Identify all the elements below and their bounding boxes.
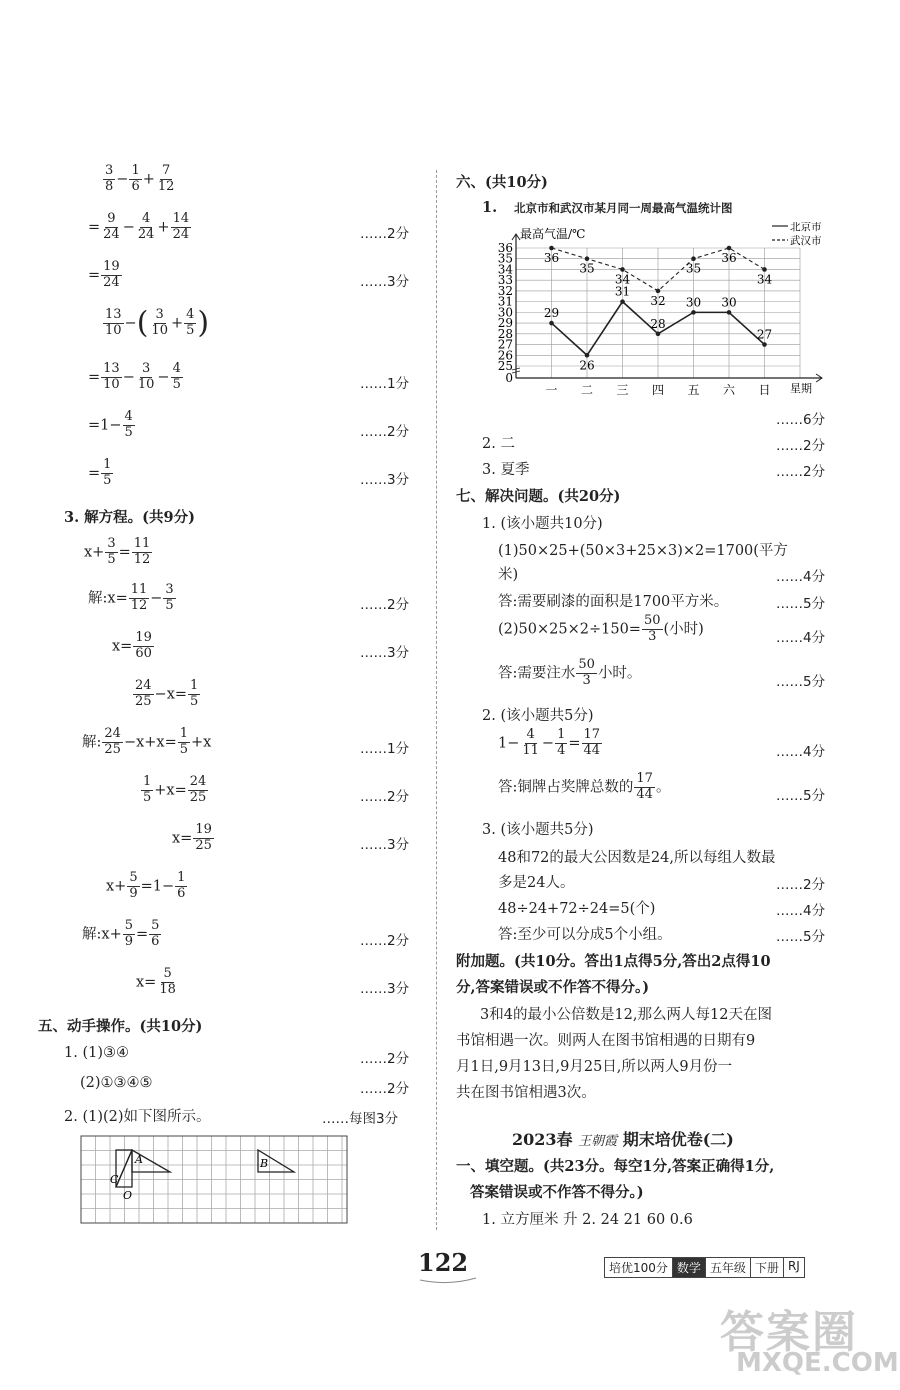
x-tick-label: 三: [616, 383, 629, 397]
legend-bj: 北京市: [790, 222, 822, 233]
data-label: 36: [721, 251, 737, 265]
score: ……5分: [776, 788, 826, 804]
data-label: 29: [543, 306, 560, 321]
score: ……2分: [360, 424, 410, 440]
tag: 五年级: [706, 1258, 751, 1277]
y-tick-label: 31: [497, 294, 513, 309]
data-point-wuhan: [762, 267, 767, 272]
label-b: B: [260, 1157, 269, 1170]
data-point-wuhan: [727, 246, 732, 251]
bonus-title-2: 分,答案错误或不作答不得分。): [456, 979, 650, 996]
calc-line-6: =1− $\frac{4}{5}$: [88, 409, 133, 440]
y-tick-label: 30: [497, 305, 513, 320]
score: ……4分: [776, 744, 826, 760]
p1-line-2: 米): [498, 567, 519, 583]
score: ……2分: [360, 226, 410, 242]
data-point-beijing: [585, 353, 590, 358]
q3-answer: 3. 夏季: [482, 462, 530, 478]
watermark-logo: 答案圈: [720, 1307, 858, 1358]
s5-answer-2: 2. (1)(2)如下图所示。: [64, 1109, 211, 1125]
label-o: O: [123, 1189, 133, 1202]
data-point-wuhan: [656, 289, 661, 294]
section-5-title: 五、动手操作。(共10分): [38, 1018, 203, 1035]
data-label: 34: [614, 272, 631, 287]
y-tick-label: 34: [497, 262, 513, 277]
p3-line-3: 48÷24+72÷24=5(个): [498, 901, 656, 917]
score: ……2分: [360, 933, 410, 949]
data-label: 34: [756, 272, 773, 287]
calc-line-2: = $\frac{9}{24}$ − $\frac{4}{24}$ + $\frac{14}{24}$: [88, 211, 190, 242]
score: ……1分: [360, 741, 410, 757]
page-number: 122: [418, 1248, 469, 1277]
q1-label: 1.: [482, 199, 498, 216]
x-tick-label: 一: [545, 383, 558, 397]
p3-line-2: 多是24人。: [498, 875, 575, 891]
data-label: 35: [685, 261, 702, 276]
legend-wh: 武汉市: [790, 235, 822, 247]
question-3-title: 3. 解方程。(共9分): [64, 509, 195, 526]
score: ……2分: [776, 877, 826, 893]
data-label: 28: [650, 316, 666, 331]
score: ……5分: [776, 929, 826, 945]
data-label: 30: [721, 295, 737, 310]
y-tick-label: 0: [505, 371, 513, 385]
fill-blank-answers: 1. 立方厘米 升 2. 24 21 60 0.6: [482, 1212, 693, 1228]
p1-line-1: (1)50×25+(50×3+25×3)×2=1700(平方: [498, 543, 788, 559]
data-label: 27: [756, 327, 773, 342]
section-6-title: 六、(共10分): [456, 174, 548, 191]
score: ……2分: [360, 1051, 410, 1067]
footer-tags: [604, 1257, 805, 1278]
y-tick-label: 29: [497, 316, 513, 331]
p1-line-5: 答:需要注水 $\frac{50}{3}$ 小时。: [498, 657, 642, 688]
y-tick-label: 33: [497, 273, 513, 288]
data-point-beijing: [762, 342, 767, 347]
tag: 下册: [751, 1258, 784, 1277]
y-tick-label: 32: [497, 283, 513, 298]
p1-line-3: 答:需要刷漆的面积是1700平方米。: [498, 594, 729, 610]
calc-line-5: = $\frac{13}{10}$ − $\frac{3}{10}$ − $\frac{4}{5}$: [88, 361, 181, 392]
grid-figure: [80, 1135, 350, 1225]
y-axis-label: 最高气温/℃: [520, 227, 586, 241]
p3-line-1: 48和72的最大公因数是24,所以每组人数最: [498, 850, 776, 866]
data-label: 35: [579, 261, 595, 276]
label-c: C: [110, 1173, 119, 1186]
score: ……2分: [776, 438, 826, 454]
s5-answer-1a: 1. (1)③④: [64, 1045, 129, 1061]
bonus-title-1: 附加题。(共10分。答出1点得5分,答出2点得10: [456, 953, 771, 970]
fill-blank-title-2: 答案错误或不作答不得分。): [470, 1184, 644, 1201]
y-tick-label: 27: [497, 337, 513, 352]
eq3-line-2: 解:x+ $\frac{5}{9}$ = $\frac{5}{6}$: [82, 918, 160, 949]
eq3-line-1: x+ $\frac{5}{9}$ =1− $\frac{1}{6}$: [106, 870, 186, 901]
bonus-text-1: 3和4的最小公倍数是12,那么两人每12天在图: [480, 1007, 772, 1023]
score: ……4分: [776, 903, 826, 919]
score: ……每图3分: [322, 1111, 399, 1127]
p2-line-1: 1− $\frac{4}{11}$ − $\frac{1}{4}$ = $\frac{17}{44}$: [498, 727, 601, 758]
data-label: 32: [650, 293, 666, 308]
p1-title: 1. (该小题共10分): [482, 516, 603, 532]
y-tick-label: 25: [497, 359, 513, 373]
data-label: 36: [543, 251, 560, 265]
data-point-wuhan: [585, 256, 590, 261]
score: ……3分: [360, 645, 410, 661]
score: ……3分: [360, 981, 410, 997]
data-point-wuhan: [620, 267, 625, 272]
score: ……3分: [360, 274, 410, 290]
tag: 数学: [673, 1258, 706, 1277]
data-point-beijing: [620, 299, 625, 304]
calc-line-4: $\frac{13}{10}$ −( $\frac{3}{10}$ + $\frac{4}{5}$ ): [105, 305, 210, 341]
score: ……1分: [360, 376, 410, 392]
score: ……2分: [360, 789, 410, 805]
calc-line-1: $\frac{3}{8}$ − $\frac{1}{6}$ + $\frac{7}{12}$: [105, 163, 175, 194]
p3-title: 3. (该小题共5分): [482, 822, 594, 838]
bonus-text-4: 共在图书馆相遇3次。: [456, 1085, 596, 1101]
data-label: 26: [579, 358, 595, 373]
bonus-text-2: 书馆相遇一次。则两人在图书馆相遇的日期有9: [456, 1033, 756, 1049]
x-tick-label: 四: [651, 383, 665, 397]
eq2-line-3: $\frac{1}{5}$ +x= $\frac{24}{25}$: [143, 774, 207, 805]
data-point-beijing: [691, 310, 696, 315]
eq2-line-2: 解: $\frac{24}{25}$ −x+x= $\frac{1}{5}$ +x: [82, 726, 212, 757]
score: ……3分: [360, 837, 410, 853]
chart-title: 北京市和武汉市某月同一周最高气温统计图: [514, 201, 733, 215]
eq3-line-3: x= $\frac{5}{18}$: [136, 966, 176, 997]
eq2-line-1: $\frac{24}{25}$ −x= $\frac{1}{5}$: [135, 678, 199, 709]
score: ……4分: [776, 569, 826, 585]
score: ……6分: [776, 412, 826, 428]
grid-lines: [81, 1136, 347, 1223]
y-tick-label: 35: [497, 251, 513, 266]
bonus-text-3: 月1日,9月13日,9月25日,所以两人9月份一: [456, 1059, 733, 1075]
watermark-url: MXQE.COM: [736, 1348, 899, 1378]
x-tick-label: 二: [580, 383, 594, 397]
score: ……3分: [360, 472, 410, 488]
column-divider: [436, 170, 437, 1230]
score: ……5分: [776, 674, 826, 690]
label-a: A: [135, 1153, 143, 1166]
score: ……2分: [360, 1081, 410, 1097]
s5-answer-1b: (2)①③④⑤: [80, 1075, 153, 1091]
p3-line-4: 答:至少可以分成5个小组。: [498, 927, 672, 943]
score: ……4分: [776, 630, 826, 646]
y-tick-label: 28: [497, 326, 513, 341]
score: ……2分: [776, 464, 826, 480]
x-tick-label: 六: [722, 383, 736, 397]
eq2-line-4: x= $\frac{19}{25}$: [172, 822, 212, 853]
score: ……5分: [776, 596, 826, 612]
p2-title: 2. (该小题共5分): [482, 708, 594, 724]
x-tick-label: 五: [687, 383, 700, 397]
tag: RJ: [787, 1259, 800, 1273]
x-axis-label: 星期: [790, 382, 812, 395]
calc-line-3: = $\frac{19}{24}$: [88, 259, 120, 290]
q2-answer: 2. 二: [482, 436, 515, 452]
p2-line-2: 答:铜牌占奖牌总数的 $\frac{17}{44}$ 。: [498, 771, 671, 802]
data-point-wuhan: [549, 246, 554, 251]
eq1-line-3: x= $\frac{19}{60}$: [112, 630, 152, 661]
temperature-chart: [490, 222, 835, 400]
y-tick-label: 26: [497, 348, 513, 363]
x-tick-label: 日: [758, 383, 771, 397]
p1-line-4: (2)50×25×2÷150= $\frac{50}{3}$ (小时): [498, 613, 704, 644]
brand-logo: 王朝霞: [578, 1134, 618, 1149]
data-point-wuhan: [691, 256, 696, 261]
tag: 培优100分: [605, 1258, 673, 1277]
data-point-beijing: [727, 310, 732, 315]
eq1-line-1: x+ $\frac{3}{5}$ = $\frac{11}{12}$: [84, 536, 151, 567]
data-point-beijing: [656, 332, 661, 337]
exam-title: 2023春 王朝霞 期末培优卷(二): [512, 1130, 734, 1149]
data-label: 31: [614, 284, 631, 299]
section-7-title: 七、解决问题。(共20分): [456, 488, 621, 505]
eq1-line-2: 解:x= $\frac{11}{12}$ − $\frac{3}{5}$: [88, 582, 174, 613]
fill-blank-title-1: 一、填空题。(共23分。每空1分,答案正确得1分,: [456, 1158, 775, 1175]
data-point-beijing: [549, 321, 554, 326]
data-label: 30: [685, 295, 702, 310]
y-tick-label: 36: [497, 241, 513, 255]
calc-line-7: = $\frac{1}{5}$: [88, 457, 112, 488]
score: ……2分: [360, 597, 410, 613]
page-number-swoosh: [418, 1276, 478, 1284]
